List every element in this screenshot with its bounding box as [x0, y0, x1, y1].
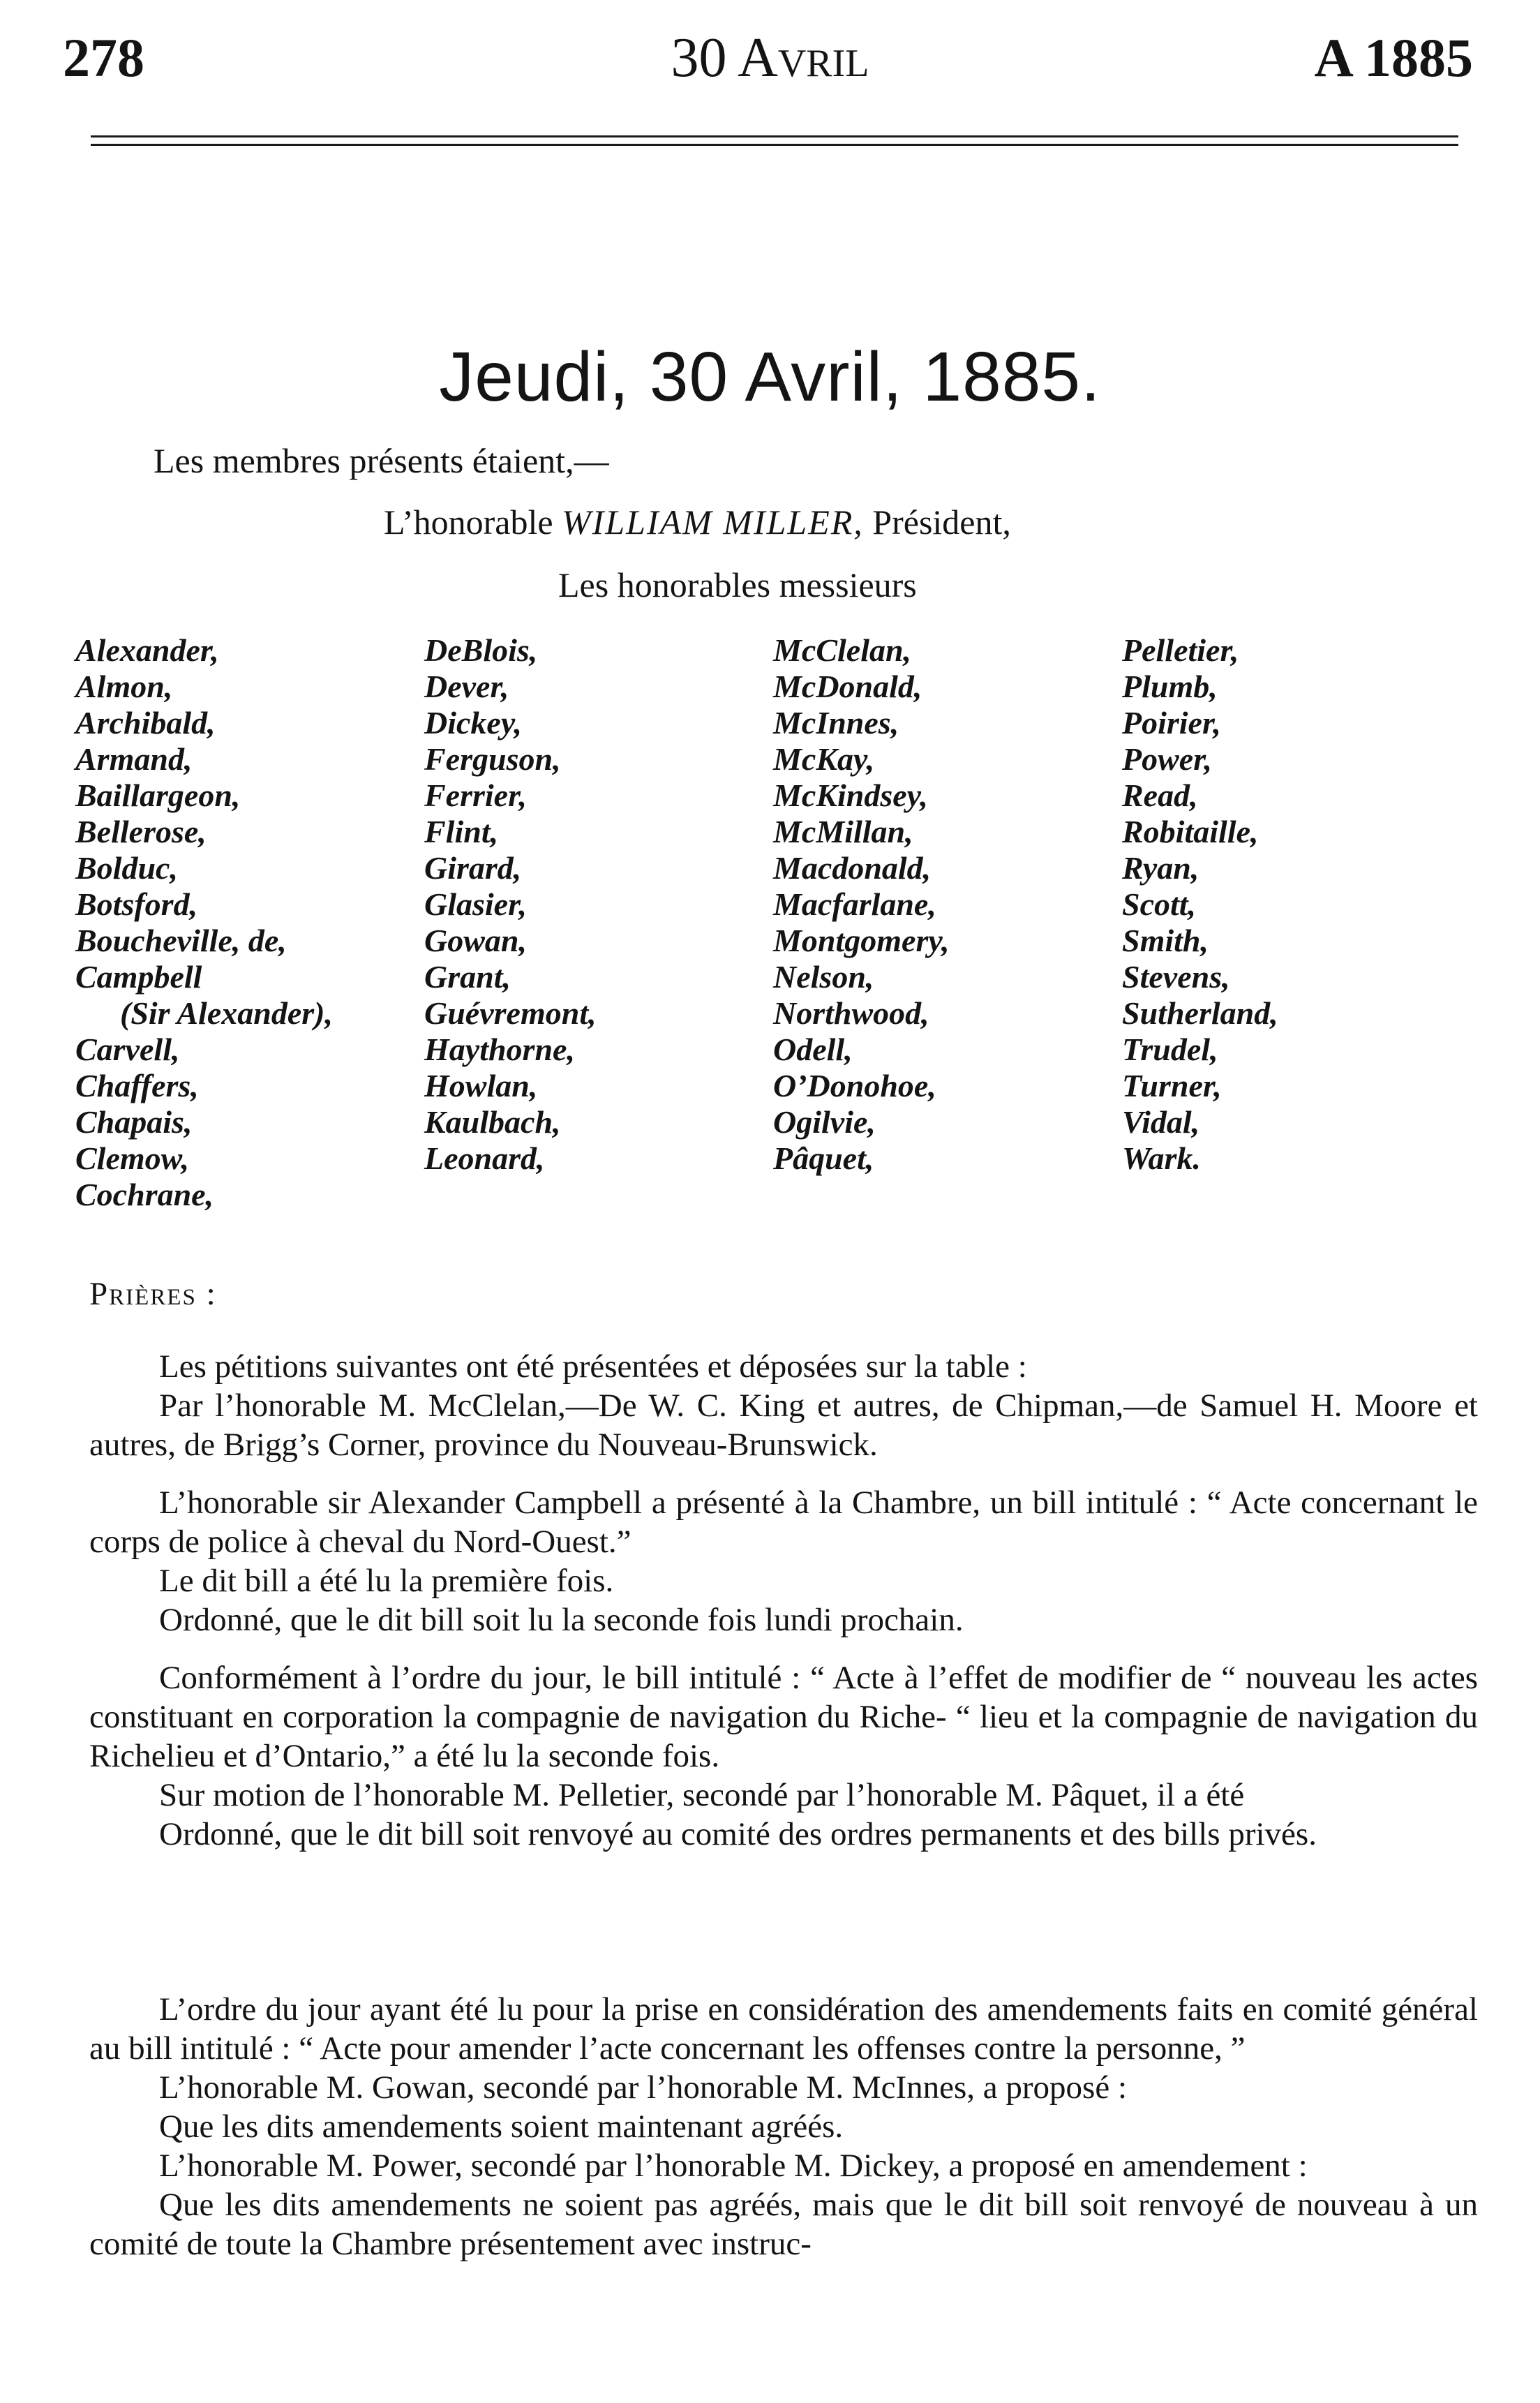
president-line	[384, 501, 1011, 543]
member-name: Read,	[1122, 778, 1198, 813]
member-name: Dever,	[424, 669, 509, 704]
member-name: Nelson,	[773, 959, 874, 995]
member-name: McKindsey,	[773, 778, 928, 813]
member-name: (Sir Alexander),	[120, 995, 333, 1031]
member-name: Turner,	[1122, 1068, 1222, 1103]
member-name: O’Donohoe,	[773, 1068, 936, 1103]
member-name: Ogilvie,	[773, 1104, 876, 1140]
member-name: Glasier,	[424, 886, 527, 922]
member-name: Haythorne,	[424, 1032, 575, 1067]
members-column-4	[1122, 632, 1278, 1177]
member-name: Stevens,	[1122, 959, 1230, 995]
member-name: Poirier,	[1122, 705, 1221, 741]
paragraph: Par l’honorable M. McClelan,—De W. C. King et autres, de Chipman,—de Samuel H. Moore et autres, de Brigg’s Corner, province du Nouveau-Brunswick.	[89, 1388, 1478, 1463]
member-name: Guévremont,	[424, 995, 597, 1031]
page-number: 278	[63, 27, 144, 88]
member-name: Power,	[1122, 741, 1213, 777]
member-name: Vidal,	[1122, 1104, 1200, 1140]
members-column-3	[773, 632, 950, 1177]
member-name: Wark.	[1122, 1140, 1201, 1176]
president-name: WILLIAM MILLER,	[562, 503, 864, 542]
day-title: Jeudi, 30 Avril, 1885.	[439, 338, 1101, 416]
header-rule-bottom	[91, 144, 1458, 146]
member-name: Cochrane,	[75, 1177, 214, 1212]
police-bill-section	[89, 1483, 1478, 1639]
member-name: Pelletier,	[1122, 632, 1239, 668]
member-name: McKay,	[773, 741, 875, 777]
member-name: McDonald,	[773, 669, 922, 704]
paragraph: L’honorable M. Gowan, secondé par l’honorable M. McInnes, a proposé :	[159, 2069, 1128, 2106]
messieurs-heading: Les honorables messieurs	[558, 565, 917, 604]
member-name: Bellerose,	[75, 814, 207, 849]
member-name: Leonard,	[424, 1140, 545, 1176]
paragraph: Ordonné, que le dit bill soit lu la seconde fois lundi prochain.	[159, 1602, 964, 1638]
president-title: Président,	[872, 503, 1011, 542]
member-name: Kaulbach,	[424, 1104, 561, 1140]
member-name: DeBlois,	[424, 632, 538, 668]
member-name: Carvell,	[75, 1032, 180, 1067]
paragraph: Conformément à l’ordre du jour, le bill intitulé : “ Acte à l’effet de modifier de “ nouveau les actes constituant en corporation la compagnie de navigation du Riche- “ lieu et la compagnie de navigation du Richelieu et d’Ontario,” a été lu la seconde fois.	[89, 1660, 1478, 1774]
paragraph: Que les dits amendements soient maintenant agréés.	[159, 2108, 844, 2145]
member-name: Scott,	[1122, 886, 1197, 922]
members-column-1	[75, 632, 333, 1213]
member-name: Howlan,	[424, 1068, 538, 1103]
members-column-2	[424, 632, 597, 1177]
members-list	[70, 632, 1472, 1247]
navigation-bill-section	[89, 1658, 1478, 1854]
member-name: Smith,	[1122, 923, 1209, 958]
member-name: Odell,	[773, 1032, 853, 1067]
member-name: Dickey,	[424, 705, 523, 741]
member-name: Ferguson,	[424, 741, 561, 777]
member-name: Macfarlane,	[773, 886, 936, 922]
offenses-bill-section	[89, 1990, 1478, 2263]
member-name: Macdonald,	[773, 850, 932, 886]
paragraph: Que les dits amendements ne soient pas agréés, mais que le dit bill soit renvoyé de nouveau à un comité de toute la Chambre présentement avec instruc-	[89, 2187, 1478, 2262]
member-name: Campbell	[75, 959, 202, 995]
member-name: Baillargeon,	[75, 778, 241, 813]
member-name: Girard,	[424, 850, 522, 886]
paragraph: L’honorable sir Alexander Campbell a présenté à la Chambre, un bill intitulé : “ Acte concernant le corps de police à cheval du Nord-Ouest.”	[89, 1485, 1478, 1560]
member-name: Ryan,	[1122, 850, 1199, 886]
paragraph: Sur motion de l’honorable M. Pelletier, secondé par l’honorable M. Pâquet, il a été	[159, 1777, 1245, 1813]
member-name: Pâquet,	[773, 1140, 874, 1176]
running-header-year: A 1885	[1314, 27, 1473, 88]
member-name: Plumb,	[1122, 669, 1218, 704]
member-name: Grant,	[424, 959, 511, 995]
paragraph: Les pétitions suivantes ont été présentées et déposées sur la table :	[159, 1348, 1027, 1385]
member-name: Northwood,	[773, 995, 929, 1031]
paragraph: Le dit bill a été lu la première fois.	[159, 1563, 614, 1599]
member-name: Montgomery,	[773, 923, 950, 958]
paragraph: L’ordre du jour ayant été lu pour la prise en considération des amendements faits en comité général au bill intitulé : “ Acte pour amender l’acte concernant les offenses contre la personne, ”	[89, 1991, 1478, 2067]
member-name: Flint,	[424, 814, 499, 849]
prieres-heading: Prières :	[89, 1276, 217, 1312]
paragraph: L’honorable M. Power, secondé par l’honorable M. Dickey, a proposé en amendement :	[159, 2148, 1308, 2184]
member-name: Boucheville, de,	[75, 923, 287, 958]
running-header-date: 30 Avril	[671, 27, 869, 89]
member-name: Clemow,	[75, 1140, 190, 1176]
member-name: McInnes,	[773, 705, 899, 741]
header-rule-top	[91, 135, 1458, 137]
member-name: Robitaille,	[1122, 814, 1259, 849]
member-name: Chapais,	[75, 1104, 193, 1140]
member-name: Alexander,	[75, 632, 219, 668]
member-name: Trudel,	[1122, 1032, 1218, 1067]
member-name: Sutherland,	[1122, 995, 1278, 1031]
member-name: Botsford,	[75, 886, 198, 922]
member-name: Chaffers,	[75, 1068, 199, 1103]
paragraph: Ordonné, que le dit bill soit renvoyé au comité des ordres permanents et des bills privés.	[159, 1816, 1317, 1852]
member-name: McMillan,	[773, 814, 913, 849]
president-prefix: L’honorable	[384, 503, 553, 542]
member-name: Ferrier,	[424, 778, 527, 813]
petitions-section	[89, 1347, 1478, 1464]
member-name: Almon,	[75, 669, 173, 704]
present-intro: Les membres présents étaient,—	[154, 441, 609, 480]
member-name: Archibald,	[75, 705, 216, 741]
member-name: Armand,	[75, 741, 193, 777]
member-name: McClelan,	[773, 632, 912, 668]
member-name: Gowan,	[424, 923, 527, 958]
member-name: Bolduc,	[75, 850, 178, 886]
